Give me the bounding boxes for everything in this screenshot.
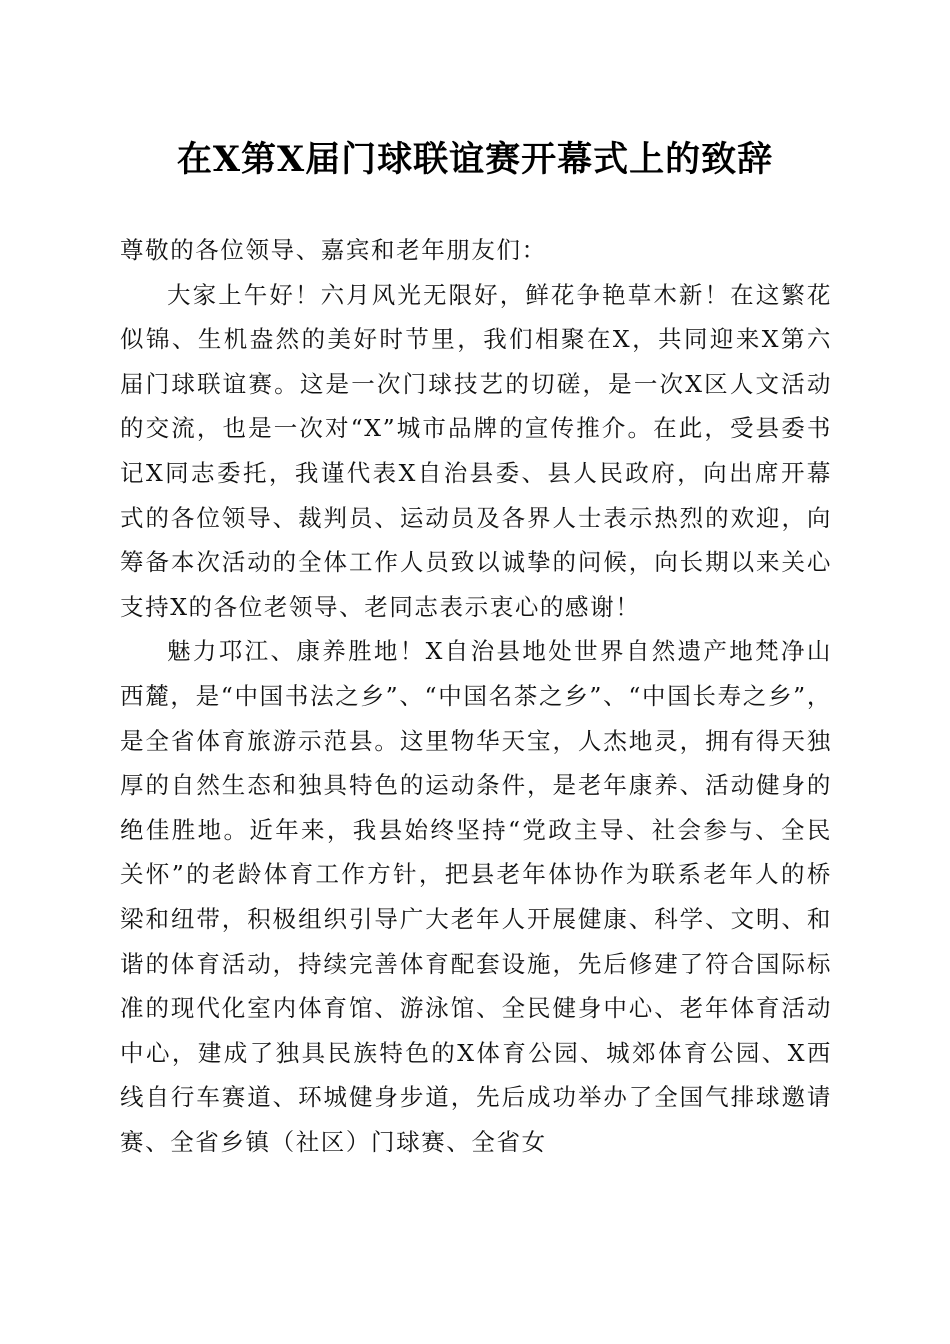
- document-title: 在X第X届门球联谊赛开幕式上的致辞: [176, 139, 774, 180]
- salutation: 尊敬的各位领导、嘉宾和老年朋友们：: [120, 236, 547, 264]
- paragraph-2: 魅力邛江、康养胜地！X自治县地处世界自然遗产地梵净山西麓，是“中国书法之乡”、“中国名茶之乡”、“中国长寿之乡”，是全省体育旅游示范县。这里物华天宝，人杰地灵，拥有得天独厚的自然生态和独具特色的运动条件，是老年康养、活动健身的绝佳胜地。近年来，我县始终坚持“党政主导、社会参与、全民关怀”的老龄体育工作方针，把县老年体协作为联系老年人的桥梁和纽带，积极组织引导广大老年人开展健康、科学、文明、和谐的体育活动，持续完善体育配套设施，先后修建了符合国际标准的现代化室内体育馆、游泳馆、全民健身中心、老年体育活动中心，建成了独具民族特色的X体育公园、城郊体育公园、X西线自行车赛道、环城健身步道，先后成功举办了全国气排球邀请赛、全省乡镇（社区）门球赛、全省女: [120, 637, 832, 1156]
- paragraph-1: 大家上午好！六月风光无限好，鲜花争艳草木新！在这繁花似锦、生机盎然的美好时节里，我们相聚在X，共同迎来X第六届门球联谊赛。这是一次门球技艺的切磋，是一次X区人文活动的交流，也是一次对“X”城市品牌的宣传推介。在此，受县委书记X同志委托，我谨代表X自治县委、县人民政府，向出席开幕式的各位领导、裁判员、运动员及各界人士表示热烈的欢迎，向筹备本次活动的全体工作人员致以诚挚的问候，向长期以来关心支持X的各位老领导、老同志表示衷心的感谢！: [120, 280, 832, 621]
- document-body: [120, 228, 832, 1164]
